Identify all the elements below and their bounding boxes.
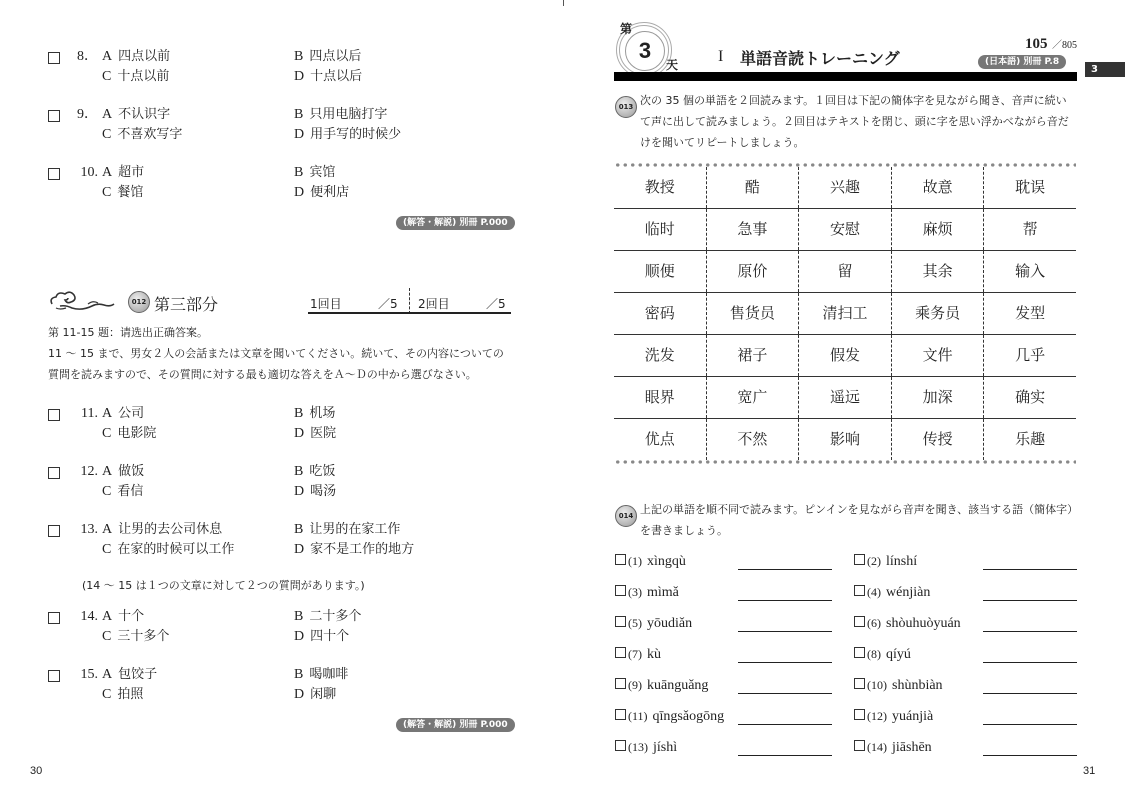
word-cell: 乐趣 [1015,430,1046,448]
question-item [48,404,518,444]
word-grid-row [614,419,1076,460]
word-cell: 留 [799,251,892,292]
pinyin-item [854,552,917,570]
word-count: 105 [1025,36,1048,52]
option-letter: D [294,127,305,142]
word-cell: 洗发 [614,335,707,376]
option-b[interactable] [294,520,400,540]
answer-blank-line[interactable] [983,755,1077,756]
option-letter: C [102,426,112,441]
option-text: 闲聊 [310,687,337,702]
pinyin-text: xìngqù [647,554,686,569]
word-cell: 安慰 [799,209,892,250]
option-text: 电影院 [117,426,157,441]
word-cell: 输入 [1015,262,1046,280]
option-text: 十个 [118,609,145,624]
task1-line1: 次の 35 個の単語を２回読みます。１回目は下記の簡体字を見ながら聞き、音声に続い [640,94,1067,107]
question-item [48,105,518,145]
option-b[interactable] [294,47,361,67]
option-c[interactable] [102,424,156,444]
item-number: (11) [628,709,648,723]
word-cell: 发型 [1015,304,1046,322]
day-label-top: 第 [620,22,633,36]
option-text: 医院 [310,426,337,441]
option-letter: D [294,629,305,644]
option-a[interactable] [102,105,170,125]
item-number: (4) [867,585,881,599]
option-letter: C [102,542,112,557]
option-text: 十点以后 [310,69,363,84]
item-number: (14) [867,740,887,754]
option-d[interactable] [294,540,414,560]
option-text: 只用电脑打字 [309,107,388,122]
option-letter: A [102,464,113,479]
option-a[interactable] [102,163,144,183]
option-b[interactable] [294,665,348,685]
pinyin-item [854,707,933,725]
japanese-reference-badge[interactable]: (日本語) 別冊 P.8 [978,55,1066,69]
pinyin-item [854,614,961,632]
option-letter: D [294,484,305,499]
option-a[interactable] [102,47,170,67]
answer-blank-line[interactable] [738,600,832,601]
option-text: 不喜欢写字 [117,127,183,142]
option-text: 不认识字 [118,107,171,122]
word-cell: 假发 [799,335,892,376]
word-grid-row [614,377,1076,419]
score-1-total: ／5 [378,297,398,311]
score-underline [308,312,511,314]
option-text: 公司 [118,406,145,421]
book-spine-mark [563,0,564,6]
question-item [48,607,518,647]
pinyin-text: qíyú [886,647,911,662]
option-d[interactable] [294,627,349,647]
question-item [48,462,518,502]
item-number: (9) [628,678,642,692]
left-page [0,0,560,800]
answer-blank-line[interactable] [738,693,832,694]
word-cell: 加深 [892,377,985,418]
passage-note: (14 ～ 15 は１つの文章に対して２つの質問があります。) [82,579,365,592]
checkbox[interactable] [615,709,626,720]
option-letter: C [102,185,112,200]
item-number: (12) [867,709,887,723]
option-text: 四十个 [310,629,350,644]
audio-track-badge[interactable]: 013 [615,96,637,118]
task1-line2: て声に出して読みましょう。２回目はテキストを閉じ、頭に字を思い浮かべながら音だ [640,115,1069,128]
answer-blank-line[interactable] [738,755,832,756]
word-cell: 兴趣 [799,167,892,208]
option-c[interactable] [102,685,143,705]
option-letter: B [294,49,304,64]
option-a[interactable] [102,404,144,424]
question-item [48,47,518,87]
pinyin-text: mìmǎ [647,585,679,600]
word-grid-row [614,209,1076,251]
checkbox[interactable] [48,612,60,624]
answer-blank-line[interactable] [983,662,1077,663]
pinyin-text: qīngsǎogōng [652,709,725,724]
word-cell: 影响 [799,419,892,460]
option-text: 十点以前 [117,69,170,84]
option-text: 四点以后 [309,49,362,64]
checkbox[interactable] [854,678,865,689]
option-text: 用手写的时候少 [310,127,402,142]
pinyin-text: kuānguǎng [647,678,709,693]
option-letter: B [294,522,304,537]
instruction-cn: 第 11-15 题：请选出正确答案。 [48,326,208,339]
option-letter: D [294,69,305,84]
option-letter: A [102,107,113,122]
item-number: (2) [867,554,881,568]
option-c[interactable] [102,627,169,647]
word-cell: 麻烦 [892,209,985,250]
option-letter: B [294,165,304,180]
item-number: (5) [628,616,642,630]
option-b[interactable] [294,607,361,627]
checkbox[interactable] [615,740,626,751]
word-cell: 密码 [614,293,707,334]
instruction-jp-line1: 11 ～ 15 まで、男女２人の会話または文章を聞いてください。続いて、その内容についての [48,347,504,360]
option-b[interactable] [294,105,387,125]
checkbox[interactable] [48,409,60,421]
checkbox[interactable] [615,678,626,689]
pinyin-item [615,614,692,632]
pinyin-item [854,738,932,756]
question-number: 8． [77,49,98,64]
item-number: (7) [628,647,642,661]
pinyin-item [615,738,677,756]
day-number: 3 [625,31,665,71]
option-letter: A [102,522,113,537]
chapter-tab[interactable]: 3 [1085,62,1125,77]
task2-line1: 上記の単語を順不同で読みます。ピンインを見ながら音声を聞き、該当する語（簡体字） [640,503,1079,516]
word-cell: 裙子 [707,335,800,376]
answer-blank-line[interactable] [738,724,832,725]
option-text: 家不是工作的地方 [310,542,415,557]
word-cell: 优点 [614,419,707,460]
word-cell: 乘务员 [892,293,985,334]
option-d[interactable] [294,67,362,87]
word-cell: 眼界 [614,377,707,418]
option-letter: A [102,609,113,624]
heading-bar [614,72,1077,81]
option-text: 三十多个 [117,629,170,644]
item-number: (6) [867,616,881,630]
checkbox[interactable] [48,52,60,64]
option-text: 喝汤 [310,484,337,499]
pinyin-text: jiāshēn [892,740,932,755]
word-count-total: ／805 [1052,40,1077,51]
answer-blank-line[interactable] [738,631,832,632]
word-cell: 文件 [892,335,985,376]
question-number: 13. [80,522,98,537]
question-number: 15. [80,667,98,682]
audio-track-badge[interactable]: 014 [615,505,637,527]
word-grid-row [614,335,1076,377]
question-number: 9． [77,107,98,122]
word-cell: 宽广 [707,377,800,418]
option-letter: D [294,185,305,200]
word-cell: 不然 [707,419,800,460]
option-c[interactable] [102,540,234,560]
answer-blank-line[interactable] [983,724,1077,725]
question-item [48,520,518,560]
option-text: 二十多个 [309,609,362,624]
option-text: 四点以前 [118,49,171,64]
option-letter: B [294,609,304,624]
word-cell: 故意 [892,167,985,208]
page-heading: 単語音読トレーニング [740,49,900,68]
pinyin-item [615,645,661,663]
score-2-total: ／5 [486,297,506,311]
option-d[interactable] [294,424,336,444]
answer-blank-line[interactable] [738,662,832,663]
checkbox[interactable] [48,467,60,479]
option-d[interactable] [294,183,349,203]
word-cell: 几乎 [1015,346,1046,364]
checkbox[interactable] [854,740,865,751]
pinyin-item [615,707,724,725]
word-cell: 清扫工 [799,293,892,334]
word-cell: 售货员 [707,293,800,334]
question-item [48,163,518,203]
page-number: 30 [30,765,43,777]
option-text: 超市 [118,165,145,180]
heading-roman: I [718,48,724,65]
option-letter: B [294,406,304,421]
option-c[interactable] [102,125,182,145]
checkbox[interactable] [615,616,626,627]
word-cell: 传授 [892,419,985,460]
question-number: 11. [81,406,98,421]
option-text: 喝咖啡 [309,667,349,682]
question-number: 10. [80,165,98,180]
option-text: 便利店 [310,185,350,200]
answer-reference-badge[interactable]: (解答・解説) 別冊 P.000 [396,216,515,230]
option-letter: D [294,542,305,557]
option-a[interactable] [102,520,222,540]
option-a[interactable] [102,462,144,482]
word-grid [614,163,1076,464]
pinyin-item [854,645,911,663]
option-letter: C [102,484,112,499]
checkbox[interactable] [854,585,865,596]
word-cell: 顺便 [614,251,707,292]
word-cell: 酷 [707,167,800,208]
checkbox[interactable] [615,554,626,565]
option-letter: A [102,667,113,682]
item-number: (10) [867,678,887,692]
checkbox[interactable] [48,670,60,682]
question-number: 14. [80,609,98,624]
checkbox[interactable] [854,616,865,627]
word-cell: 临时 [614,209,707,250]
checkbox[interactable] [854,554,865,565]
option-letter: C [102,127,112,142]
word-grid-row [614,251,1076,293]
word-cell: 遥远 [799,377,892,418]
pinyin-text: shòuhuòyuán [886,616,961,631]
answer-blank-line[interactable] [983,693,1077,694]
task1-line3: けを聞いてリピートしましょう。 [640,136,805,149]
option-a[interactable] [102,607,144,627]
option-letter: D [294,687,305,702]
answer-reference-badge[interactable]: (解答・解説) 別冊 P.000 [396,718,515,732]
pinyin-text: wénjiàn [886,585,931,600]
option-letter: D [294,426,305,441]
checkbox[interactable] [48,525,60,537]
option-letter: A [102,49,113,64]
option-text: 在家的时候可以工作 [117,542,235,557]
answer-blank-line[interactable] [738,569,832,570]
option-text: 吃饭 [309,464,336,479]
word-cell: 帮 [1022,220,1038,238]
item-number: (3) [628,585,642,599]
word-cell: 教授 [614,167,707,208]
instruction-jp-line2: 質問を読みますので、その質問に対する最も適切な答えをＡ～Ｄの中から選びなさい。 [48,368,477,381]
option-d[interactable] [294,482,336,502]
checkbox[interactable] [48,168,60,180]
score-1-label: 1回目 [310,297,342,311]
question-item [48,665,518,705]
option-b[interactable] [294,462,335,482]
option-letter: B [294,107,304,122]
pinyin-item [615,552,686,570]
option-text: 包饺子 [118,667,158,682]
option-c[interactable] [102,67,169,87]
option-text: 做饭 [118,464,145,479]
item-number: (8) [867,647,881,661]
answer-blank-line[interactable] [983,569,1077,570]
word-cell: 原价 [707,251,800,292]
pinyin-item [615,676,708,694]
page-number: 31 [1083,765,1096,777]
word-grid-row [614,293,1076,335]
option-letter: C [102,687,112,702]
item-number: (1) [628,554,642,568]
cloud-ornament-icon [48,290,118,312]
score-2-label: 2回目 [418,297,450,311]
checkbox[interactable] [854,709,865,720]
option-a[interactable] [102,665,157,685]
option-text: 机场 [309,406,336,421]
pinyin-text: shùnbiàn [892,678,943,693]
day-label-bottom: 天 [666,58,679,72]
pinyin-item [854,583,930,601]
word-cell: 急事 [707,209,800,250]
option-letter: C [102,69,112,84]
option-letter: C [102,629,112,644]
pinyin-text: yōudiǎn [647,616,693,631]
score-divider [409,288,410,314]
audio-track-badge[interactable]: 012 [128,291,150,313]
option-text: 餐馆 [117,185,144,200]
option-c[interactable] [102,482,143,502]
checkbox[interactable] [615,585,626,596]
pinyin-text: kù [647,647,661,662]
word-cell: 其余 [892,251,985,292]
option-letter: B [294,667,304,682]
checkbox[interactable] [48,110,60,122]
option-c[interactable] [102,183,143,203]
option-b[interactable] [294,404,335,424]
option-letter: B [294,464,304,479]
checkbox[interactable] [615,647,626,658]
option-b[interactable] [294,163,335,183]
option-letter: A [102,165,113,180]
option-text: 让男的在家工作 [309,522,401,537]
checkbox[interactable] [854,647,865,658]
pinyin-item [854,676,943,694]
task2-line2: を書きましょう。 [640,524,728,537]
option-d[interactable] [294,125,401,145]
dotted-border-bottom [614,460,1076,464]
pinyin-text: línshí [886,554,918,569]
pinyin-text: yuánjià [892,709,934,724]
option-text: 看信 [117,484,144,499]
section-title: 第三部分 [154,295,219,314]
pinyin-text: jíshì [653,740,678,755]
word-grid-row [614,167,1076,209]
item-number: (13) [628,740,648,754]
option-letter: A [102,406,113,421]
question-number: 12. [80,464,98,479]
option-d[interactable] [294,685,336,705]
word-cell: 确实 [1015,388,1046,406]
option-text: 宾馆 [309,165,336,180]
option-text: 让男的去公司休息 [118,522,223,537]
answer-blank-line[interactable] [983,631,1077,632]
option-text: 拍照 [117,687,144,702]
word-cell: 耽误 [1015,178,1046,196]
answer-blank-line[interactable] [983,600,1077,601]
pinyin-item [615,583,679,601]
